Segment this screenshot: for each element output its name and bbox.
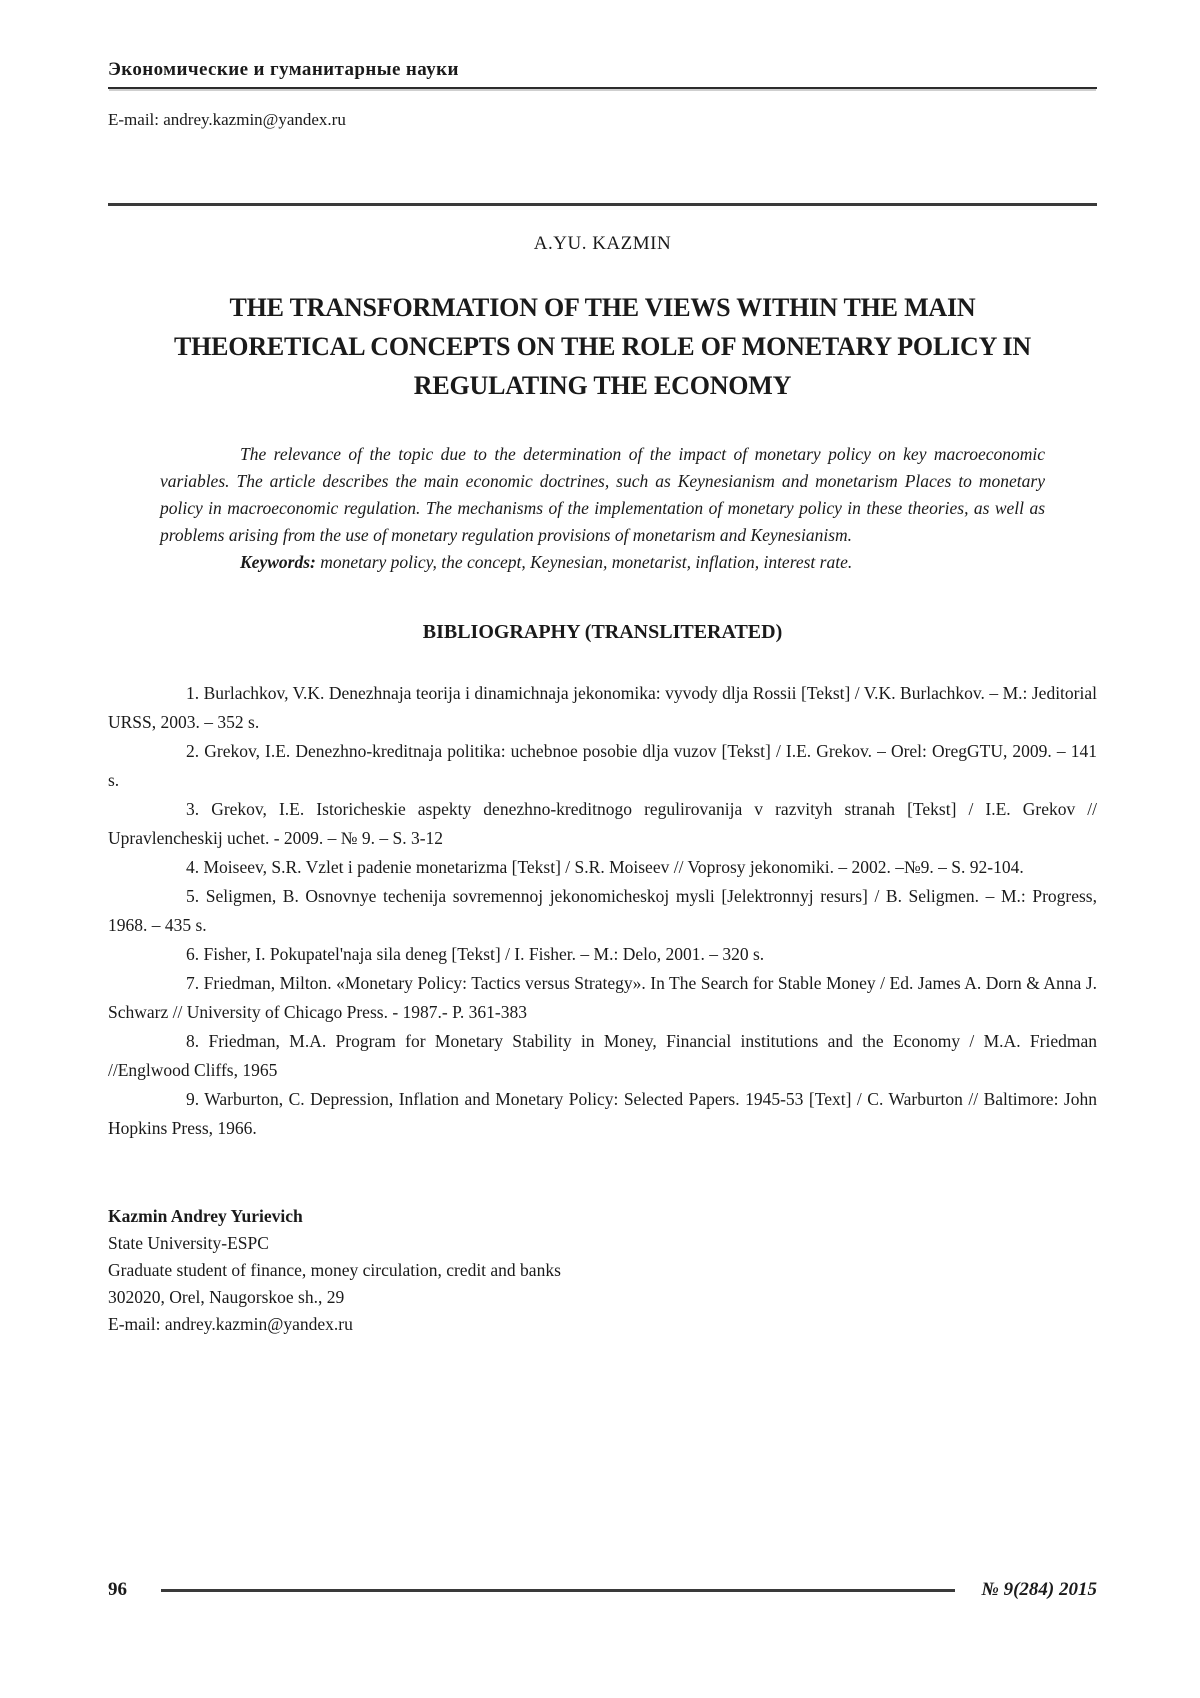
bibliography-item-6: 6. Fisher, I. Pokupatel'naja sila deneg [Tekst] / I. Fisher. – M.: Delo, 2001. – 320 s. [186, 944, 765, 964]
bibliography-item-8: 8. Friedman, M.A. Program for Monetary Stability in Money, Financial institutions and the Economy / M.A. Friedman //Englwood Cliffs, 1965 [108, 1031, 1097, 1080]
author-info-name: Kazmin Andrey Yurievich [108, 1206, 303, 1226]
bibliography-item-5: 5. Seligmen, B. Osnovnye techenija sovremennoj jekonomicheskoj mysli [Jelektronnyj resurs] / B. Seligmen. – M.: Progress, 1968. – 435 s. [108, 886, 1097, 935]
footer-rule [161, 1589, 955, 1592]
bibliography-item-7: 7. Friedman, Milton. «Monetary Policy: Tactics versus Strategy». In The Search for Stable Money / Ed. James A. Dorn & Anna J. Schwarz // University of Chicago Press. - 1987.- P. 361-383 [108, 973, 1097, 1022]
author-info-email: E-mail: andrey.kazmin@yandex.ru [108, 1314, 353, 1334]
page-number: 96 [108, 1579, 127, 1600]
bibliography-item-4: 4. Moiseev, S.R. Vzlet i padenie monetarizma [Tekst] / S.R. Moiseev // Voprosy jekonomiki. – 2002. –№9. – S. 92-104. [186, 857, 1024, 877]
article-title-line-3: REGULATING THE ECONOMY [413, 371, 792, 400]
keywords-line [160, 549, 1045, 576]
author-info-block [108, 1203, 1097, 1338]
bibliography-heading: BIBLIOGRAPHY (TRANSLITERATED) [422, 621, 783, 643]
journal-header: Экономические и гуманитарные науки [108, 58, 1097, 89]
bibliography-item-3: 3. Grekov, I.E. Istoricheskie aspekty denezhno-kreditnogo regulirovanija v razvityh stranah [Tekst] / I.E. Grekov // Upravlencheskij uchet. - 2009. – № 9. – S. 3-12 [108, 799, 1097, 848]
article-title [108, 288, 1097, 405]
abstract-paragraph: The relevance of the topic due to the determination of the impact of monetary policy on key macroeconomic variables. The article describes the main economic doctrines, such as Keynesianism and monetarism Places to monetary policy in macroeconomic regulation. The mechanisms of the implementation of monetary policy in these theories, as well as problems arising from the use of monetary regulation provisions of monetarism and Keynesianism. [160, 444, 1045, 545]
author-name: A.YU. KAZMIN [533, 233, 672, 254]
keywords-text: monetary policy, the concept, Keynesian, monetarist, inflation, interest rate. [315, 552, 853, 572]
author-info-affiliation: State University-ESPC [108, 1233, 269, 1253]
article-title-line-1: THE TRANSFORMATION OF THE VIEWS WITHIN THE MAIN [229, 293, 976, 322]
abstract-block [160, 441, 1045, 576]
author-info-position: Graduate student of finance, money circulation, credit and banks [108, 1260, 561, 1280]
article-title-line-2: THEORETICAL CONCEPTS ON THE ROLE OF MONETARY POLICY IN [173, 332, 1031, 361]
separator-rule [108, 203, 1097, 206]
keywords-label: Keywords: [240, 552, 316, 572]
page-footer [108, 1578, 1097, 1602]
author-info-address: 302020, Orel, Naugorskoe sh., 29 [108, 1287, 345, 1307]
email-line-top: E-mail: andrey.kazmin@yandex.ru [108, 110, 346, 129]
issue-number: № 9(284) 2015 [981, 1579, 1097, 1600]
bibliography-item-9: 9. Warburton, C. Depression, Inflation and Monetary Policy: Selected Papers. 1945-53 [Text] / C. Warburton // Baltimore: John Hopkins Press, 1966. [108, 1089, 1097, 1138]
bibliography-list [108, 679, 1097, 1143]
bibliography-item-2: 2. Grekov, I.E. Denezhno-kreditnaja politika: uchebnoe posobie dlja vuzov [Tekst] / I.E. Grekov. – Orel: OregGTU, 2009. – 141 s. [108, 741, 1097, 790]
bibliography-item-1: 1. Burlachkov, V.K. Denezhnaja teorija i dinamichnaja jekonomika: vyvody dlja Rossii [Tekst] / V.K. Burlachkov. – M.: Jeditorial URSS, 2003. – 352 s. [108, 683, 1097, 732]
